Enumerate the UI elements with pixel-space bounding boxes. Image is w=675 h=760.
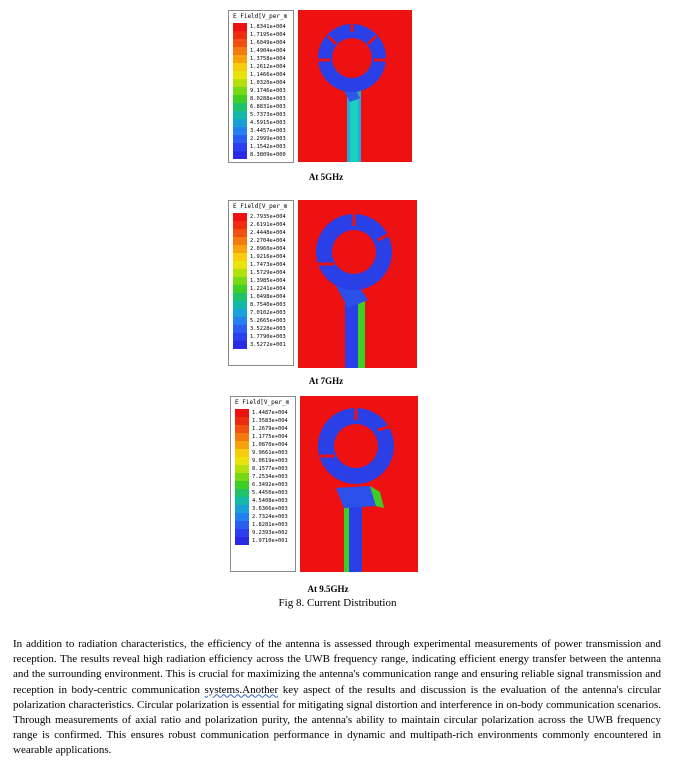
legend-label: 9.9661e+003 (252, 450, 288, 456)
antenna-shape-5ghz (298, 10, 412, 162)
ramp-swatch (233, 269, 247, 277)
ramp-swatch (233, 151, 247, 159)
panel-caption: At 5GHz (308, 172, 344, 182)
color-ramp (233, 213, 247, 349)
ramp-swatch (233, 143, 247, 151)
ramp-swatch (233, 95, 247, 103)
legend-label: 1.6049e+004 (250, 40, 286, 46)
legend-title: E Field[V_per_m (233, 203, 288, 210)
efield-plot-7ghz (298, 200, 417, 368)
legend-label: 1.5729e+004 (250, 270, 286, 276)
legend-title: E Field[V_per_m (235, 399, 290, 406)
legend-label: 1.1466e+004 (250, 72, 286, 78)
legend-label: 6.3492e+003 (252, 482, 288, 488)
ramp-swatch (233, 127, 247, 135)
legend-label: 2.2999e+003 (250, 136, 286, 142)
ramp-swatch (233, 277, 247, 285)
ramp-swatch (233, 221, 247, 229)
ramp-swatch (235, 409, 249, 417)
ramp-swatch (235, 513, 249, 521)
legend-label: 3.5228e+003 (250, 326, 286, 332)
spellcheck-word: systems.Another (204, 683, 279, 696)
legend-label: 1.4904e+004 (250, 48, 286, 54)
legend-label: 1.8341e+004 (250, 24, 286, 30)
panel-caption: At 7GHz (308, 376, 344, 386)
legend-label: 1.8281e+003 (252, 522, 288, 528)
ramp-swatch (235, 449, 249, 457)
legend-label: 3.4457e+003 (250, 128, 286, 134)
legend-label: 1.0498e+004 (250, 294, 286, 300)
ramp-swatch (233, 103, 247, 111)
paragraph-text: In addition to radiation characteristics, the efficiency of the antenna is assessed through experimental measurements of power transmission and reception. The results reveal high radiation efficiency across the UWB frequency range, indicating efficient energy transfer between the antenna and the surrounding environment. This is crucial for maximizing the antenna's communication range and ensuring reliable signal transmission and reception in body-centric communication (13, 638, 661, 696)
legend-label: 3.6366e+003 (252, 506, 288, 512)
legend-label: 1.3583e+004 (252, 418, 288, 424)
ramp-swatch (233, 325, 247, 333)
ramp-swatch (233, 229, 247, 237)
ramp-swatch (233, 293, 247, 301)
legend-9-5ghz (230, 396, 296, 572)
legend-label: 1.3985e+004 (250, 278, 286, 284)
feed-line-core (350, 100, 358, 162)
ramp-swatch (235, 425, 249, 433)
legend-label: 1.1542e+003 (250, 144, 286, 150)
ramp-swatch (233, 333, 247, 341)
legend-label: 1.7195e+004 (250, 32, 286, 38)
ramp-swatch (233, 301, 247, 309)
legend-label: 2.0960e+004 (250, 246, 286, 252)
legend-label: 3.5272e+001 (250, 342, 286, 348)
ramp-swatch (233, 253, 247, 261)
ring-gap (334, 424, 378, 468)
legend-label: 5.4450e+003 (252, 490, 288, 496)
legend-labels (250, 23, 286, 159)
feed-arm (336, 486, 376, 508)
ramp-swatch (235, 457, 249, 465)
ring-gap (332, 38, 372, 78)
legend-label: 9.2393e+002 (252, 530, 288, 536)
ramp-swatch (235, 473, 249, 481)
ramp-swatch (233, 71, 247, 79)
figure-caption: Fig 8. Current Distribution (278, 597, 397, 609)
body-paragraph (13, 637, 661, 759)
legend-label: 1.2612e+004 (250, 64, 286, 70)
ramp-swatch (233, 135, 247, 143)
legend-label: 1.0320e+004 (250, 80, 286, 86)
legend-label: 5.2665e+003 (250, 318, 286, 324)
legend-label: 6.8831e+003 (250, 104, 286, 110)
ramp-swatch (235, 497, 249, 505)
ramp-swatch (235, 433, 249, 441)
legend-label: 9.0619e+003 (252, 458, 288, 464)
ramp-swatch (235, 521, 249, 529)
ramp-swatch (233, 237, 247, 245)
legend-labels (250, 213, 286, 349)
ramp-swatch (235, 417, 249, 425)
legend-label: 7.2534e+003 (252, 474, 288, 480)
legend-label: 1.9216e+004 (250, 254, 286, 260)
ramp-swatch (233, 39, 247, 47)
ramp-swatch (233, 63, 247, 71)
ring-gap (332, 230, 376, 274)
antenna-shape-9-5ghz (300, 396, 418, 572)
color-ramp (233, 23, 247, 159)
legend-label: 1.0870e+004 (252, 442, 288, 448)
legend-label: 1.7473e+004 (250, 262, 286, 268)
feed-line-edge (358, 300, 365, 368)
ramp-swatch (235, 441, 249, 449)
ramp-swatch (233, 245, 247, 253)
antenna-shape-7ghz (298, 200, 417, 368)
legend-label: 2.4448e+004 (250, 230, 286, 236)
ramp-swatch (235, 537, 249, 545)
legend-label: 1.1775e+004 (252, 434, 288, 440)
efield-plot-9-5ghz (300, 396, 418, 572)
ramp-swatch (233, 31, 247, 39)
color-ramp (235, 409, 249, 545)
efield-plot-5ghz (298, 10, 412, 162)
legend-label: 1.7790e+003 (250, 334, 286, 340)
legend-label: 1.3758e+004 (250, 56, 286, 62)
ramp-swatch (233, 213, 247, 221)
ramp-swatch (233, 261, 247, 269)
ramp-swatch (235, 481, 249, 489)
ramp-swatch (235, 529, 249, 537)
ramp-swatch (233, 87, 247, 95)
legend-label: 2.2704e+004 (250, 238, 286, 244)
ramp-swatch (235, 465, 249, 473)
ramp-swatch (233, 79, 247, 87)
legend-labels (252, 409, 288, 545)
legend-5ghz (228, 10, 294, 163)
legend-label: 8.0288e+003 (250, 96, 286, 102)
legend-7ghz (228, 200, 294, 366)
paragraph-text: key aspect of the results and discussion is the evaluation of the antenna's circular polarization characteristics. Circular polarization is essential for mitigating signal distortion and interference in on-body communication scenarios. Through measurements of axial ratio and polarization purity, the antenna's ability to maintain circular polarization across the UWB frequency range is confirmed. This ensures robust communication performance in dynamic and multipath-rich environments commonly encountered in wearable applications. (13, 683, 661, 757)
ramp-swatch (233, 23, 247, 31)
ramp-swatch (233, 55, 247, 63)
ramp-swatch (233, 317, 247, 325)
ramp-swatch (233, 341, 247, 349)
legend-label: 8.1577e+003 (252, 466, 288, 472)
ramp-swatch (235, 505, 249, 513)
legend-label: 5.7373e+003 (250, 112, 286, 118)
ramp-swatch (233, 309, 247, 317)
feed-line-edge (344, 500, 349, 572)
legend-title: E Field[V_per_m (233, 13, 288, 20)
ramp-swatch (233, 285, 247, 293)
ramp-swatch (233, 47, 247, 55)
legend-label: 4.5408e+003 (252, 498, 288, 504)
ramp-swatch (235, 489, 249, 497)
ramp-swatch (233, 119, 247, 127)
legend-label: 9.1746e+003 (250, 88, 286, 94)
legend-label: 8.3809e+000 (250, 152, 286, 158)
panel-caption: At 9.5GHz (307, 584, 349, 594)
legend-label: 2.6191e+004 (250, 222, 286, 228)
legend-label: 8.7540e+003 (250, 302, 286, 308)
legend-label: 1.9710e+001 (252, 538, 288, 544)
legend-label: 1.2241e+004 (250, 286, 286, 292)
legend-label: 4.5915e+003 (250, 120, 286, 126)
ramp-swatch (233, 111, 247, 119)
legend-label: 1.4487e+004 (252, 410, 288, 416)
legend-label: 7.0102e+003 (250, 310, 286, 316)
legend-label: 2.7324e+003 (252, 514, 288, 520)
legend-label: 1.2679e+004 (252, 426, 288, 432)
legend-label: 2.7935e+004 (250, 214, 286, 220)
